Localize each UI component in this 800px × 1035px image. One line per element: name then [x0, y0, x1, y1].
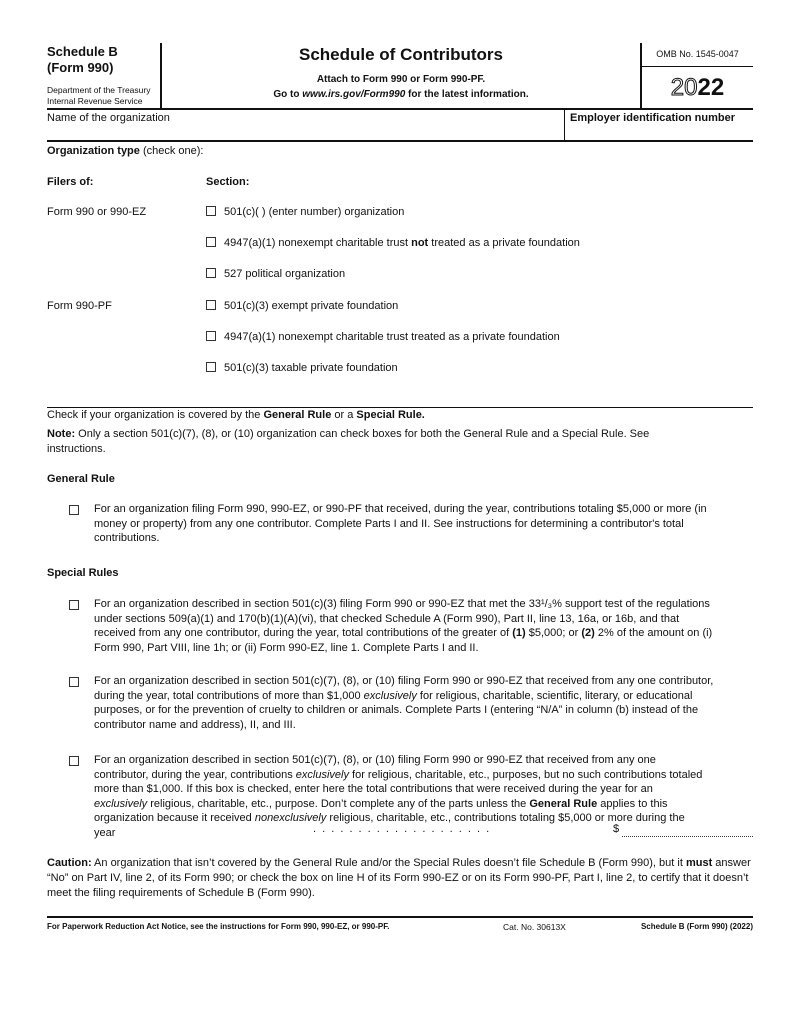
form-name: Schedule B	[47, 44, 118, 59]
text-segment: Note:	[47, 428, 76, 440]
text-segment: Special Rule.	[356, 409, 425, 421]
text-segment: must	[685, 857, 713, 869]
option-4947-not-pf	[206, 237, 580, 249]
checkbox-501c3-taxable-pf[interactable]	[206, 362, 216, 372]
option-label	[224, 237, 580, 249]
text-segment: nonexclusively	[254, 812, 327, 824]
text-segment: (1)	[512, 627, 526, 639]
cat-number: Cat. No. 30613X	[503, 922, 566, 932]
divider	[564, 110, 565, 140]
divider	[47, 108, 753, 110]
option-4947-pf	[206, 331, 560, 343]
text-segment: 4947(a)(1) nonexempt charitable trust treated as a private foundation	[224, 331, 560, 343]
text-segment: Organization type	[47, 145, 140, 157]
ein-label: Employer identification number	[570, 112, 736, 124]
text-segment: Caution:	[47, 857, 92, 869]
text-segment: 4947(a)(1) nonexempt charitable trust	[224, 237, 412, 249]
option-label	[224, 268, 345, 280]
text-segment: Go to	[273, 89, 303, 100]
text-segment: General Rule	[263, 409, 332, 421]
option-label	[224, 300, 398, 312]
text-segment: religious, charitable, etc., purpose. Don’t complete any of the parts unless the	[147, 797, 530, 810]
omb-number: OMB No. 1545-0047	[656, 49, 739, 59]
filer-990-label: Form 990 or 990-EZ	[47, 206, 147, 218]
special-rule-3-checkbox[interactable]	[69, 756, 79, 766]
header-center	[162, 45, 640, 100]
general-rule-checkbox[interactable]	[69, 505, 79, 515]
text-segment: for religious, charitable, etc., purposes, but no such contributions totaled more than $1,000. If this box is checked, enter here the total contributions that were received during the year for an	[94, 768, 703, 795]
option-label	[224, 362, 398, 374]
text-segment: For an organization described in section 501(c)(3) filing Form 990 or 990-EZ that met the 33¹/₃% support test of the regulations under sections 509(a)(1) and 170(b)(1)(A)(vi), that checked Schedule A (Form 990), Part II, line 13, 16a, or 16b, and that received from any one contributor, during the year, total contributions of the greater of	[94, 598, 710, 639]
special-rule-1-text	[94, 597, 714, 655]
filer-990pf-label: Form 990-PF	[47, 300, 112, 312]
filers-of-label: Filers of:	[47, 176, 94, 188]
text-segment: exclusively	[94, 797, 148, 810]
text-segment: religious, charitable, etc., contributions totaling $5,000 or more during the year	[94, 812, 685, 839]
form-reference: Schedule B (Form 990) (2022)	[640, 922, 753, 931]
text-segment: (2)	[581, 627, 595, 639]
option-501c3-taxable-pf	[206, 362, 398, 374]
text-segment: not	[411, 237, 429, 249]
text-segment: $5,000; or	[525, 627, 582, 639]
dollar-sign: $	[613, 823, 620, 835]
divider	[47, 916, 753, 918]
agency	[47, 85, 150, 107]
special-rules-heading: Special Rules	[47, 567, 119, 579]
text-segment: www.irs.gov/Form990	[302, 89, 406, 100]
text-segment: For an organization described in section 501(c)(7), (8), or (10) filing Form 990 or 990-EZ that received from any one contributor, during the year, contributions	[94, 754, 656, 781]
org-name-field[interactable]	[47, 124, 562, 140]
option-501c3-exempt-pf	[206, 300, 398, 312]
dept-label: Department of the Treasury	[47, 85, 151, 95]
text-segment: 527 political organization	[224, 268, 346, 280]
divider	[47, 140, 753, 142]
caution-text	[47, 856, 757, 901]
section-label: Section:	[206, 176, 250, 188]
text-segment: 501(c)(3) taxable private foundation	[224, 362, 398, 374]
attach-note: Attach to Form 990 or Form 990-PF.	[316, 74, 486, 85]
divider	[47, 407, 753, 408]
text-segment: An organization that isn’t covered by the General Rule and/or the Special Rules doesn’t file Schedule B (Form 990), but it	[91, 857, 686, 869]
tax-year	[642, 74, 753, 102]
general-rule-heading: General Rule	[47, 473, 115, 485]
year-outline: 20	[670, 74, 698, 101]
text-segment: treated as a private foundation	[428, 237, 580, 249]
text-segment: answer “No” on Part IV, line 2, of its Form 990; or check the box on line H of its Form 990-EZ or on its Form 990-PF, Part I, line 2, to certify that it doesn’t meet the filing requirements of Schedule B (Form 990).	[47, 857, 751, 899]
form-identifier	[47, 44, 118, 76]
org-type-label	[47, 145, 204, 157]
org-name-label: Name of the organization	[47, 112, 170, 124]
page-title: Schedule of Contributors	[299, 45, 503, 64]
text-segment: For an organization filing Form 990, 990-EZ, or 990-PF that received, during the year, contributions totaling $5,000 or more (in money or property) from any one contributor. Complete Parts I and II. See instructions for determining a contributor's total contributions.	[94, 503, 707, 544]
checkbox-501c[interactable]	[206, 206, 216, 216]
text-segment: exclusively	[295, 768, 349, 781]
special-rule-3-amount-field[interactable]	[622, 835, 753, 837]
note-text	[47, 427, 707, 457]
irs-label: Internal Revenue Service	[47, 96, 143, 106]
check-rule-text	[47, 409, 425, 421]
text-segment: or a	[331, 409, 357, 421]
text-segment: for the latest information.	[405, 89, 529, 100]
form-number: (Form 990)	[47, 60, 114, 75]
ein-field[interactable]	[570, 124, 753, 140]
leader-dots: . . . . . . . . . . . . . . . . . . . .	[313, 823, 491, 835]
text-segment: exclusively	[363, 689, 417, 702]
special-rule-2-text	[94, 674, 714, 732]
text-segment: Only a section 501(c)(7), (8), or (10) organization can check boxes for both the General Rule and a Special Rule. See instructions.	[47, 428, 650, 455]
option-label	[224, 331, 560, 343]
paperwork-notice: For Paperwork Reduction Act Notice, see the instructions for Form 990, 990-EZ, or 990-PF.	[47, 922, 390, 931]
text-segment: 2% of the amount on (i) Form 990, Part VIII, line 1h; or (ii) Form 990-EZ, line 1. Complete Parts I and II.	[94, 627, 713, 654]
year-bold: 22	[697, 74, 725, 101]
text-segment: For an organization described in section 501(c)(7), (8), or (10) filing Form 990 or 990-EZ that received from any one contributor, during the year, total contributions of more than $1,000	[94, 675, 714, 702]
text-segment: Check if your organization is covered by the	[47, 409, 264, 421]
checkbox-501c3-exempt-pf[interactable]	[206, 300, 216, 310]
checkbox-4947-pf[interactable]	[206, 331, 216, 341]
text-segment: for religious, charitable, scientific, literary, or educational purposes, or for the prevention of cruelty to children or animals. Complete Parts I (entering “N/A” in column (b) instead of the contributor name and address), II, and III.	[94, 689, 699, 731]
checkbox-4947-not-pf[interactable]	[206, 237, 216, 247]
checkbox-527[interactable]	[206, 268, 216, 278]
text-segment: 501(c)( ) (enter number) organization	[224, 206, 405, 218]
text-segment: (check one):	[139, 145, 204, 157]
text-segment: 501(c)(3) exempt private foundation	[224, 300, 399, 312]
option-label	[224, 206, 404, 218]
general-rule-text	[94, 502, 714, 546]
text-segment: applies to this organization because it received	[94, 797, 668, 824]
special-rule-2-checkbox[interactable]	[69, 677, 79, 687]
501c-number-field[interactable]	[262, 217, 302, 218]
divider	[642, 66, 753, 67]
option-501c	[206, 206, 404, 218]
goto-note	[162, 89, 640, 100]
special-rule-1-checkbox[interactable]	[69, 600, 79, 610]
text-segment: General Rule	[529, 797, 598, 810]
option-527	[206, 268, 345, 280]
